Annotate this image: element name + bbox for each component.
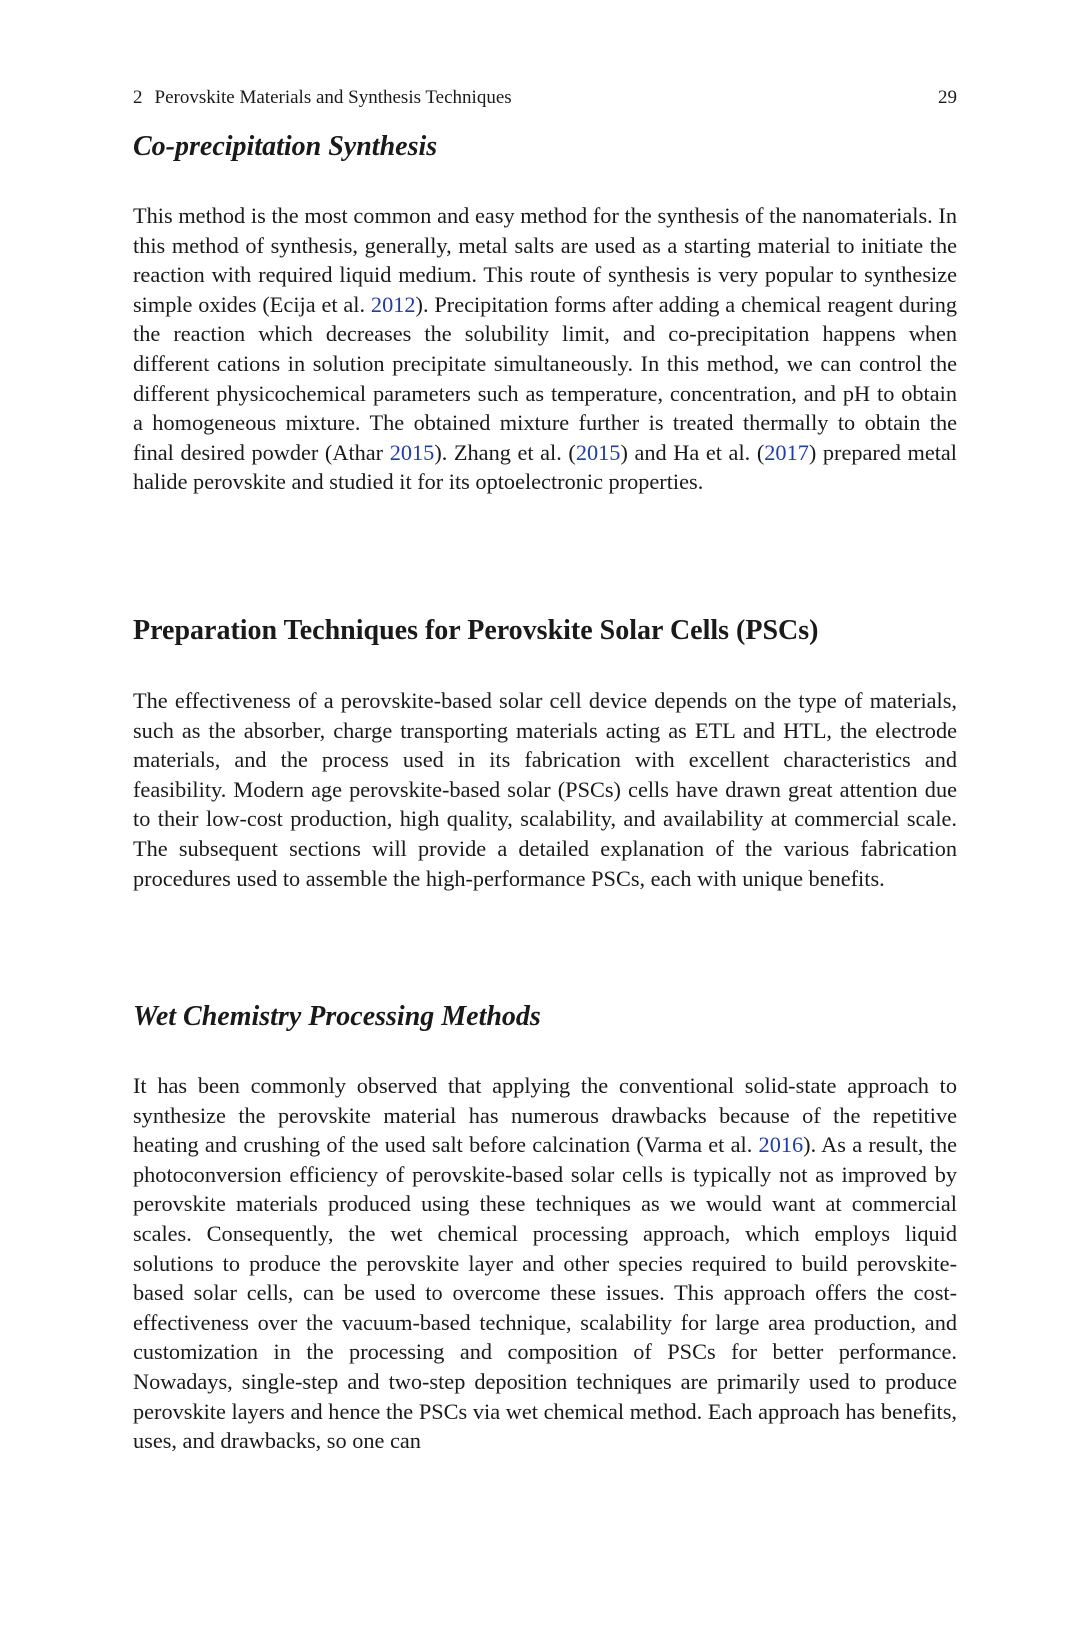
section-heading-co-precipitation: Co-precipitation Synthesis — [133, 131, 438, 162]
citation-link[interactable]: 2017 — [764, 439, 809, 465]
citation-link[interactable]: 2012 — [370, 291, 416, 317]
citation-link[interactable]: 2015 — [575, 439, 621, 465]
chapter-number: 2 — [133, 87, 143, 108]
section-heading-preparation-techniques: Preparation Techniques for Perovskite Solar Cells (PSCs) — [133, 615, 819, 646]
paragraph-text: ) prepared metal halide perovskite and studied it for its optoelectronic properties. — [133, 439, 957, 495]
citation-link[interactable]: 2015 — [389, 439, 435, 465]
paragraph-text: It has been commonly observed that applying the conventional solid-state approach to synthesize the perovskite material has numerous drawbacks because of the repetitive heating and crushing of the used salt before calcination (Varma et al. — [133, 1073, 957, 1158]
section-paragraph-preparation-techniques — [133, 686, 957, 893]
paragraph-text: ). Zhang et al. ( — [434, 439, 576, 465]
chapter-title: Perovskite Materials and Synthesis Techniques — [154, 87, 512, 108]
paragraph-text: This method is the most common and easy method for the synthesis of the nanomaterials. In this method of synthesis, generally, metal salts are used as a starting material to initiate the reaction with required liquid medium. This route of synthesis is very popular to synthesize simple oxides (Ecija et al. — [133, 203, 957, 317]
paragraph-text: ) and Ha et al. ( — [620, 439, 765, 465]
section-paragraph-wet-chemistry — [133, 1071, 957, 1456]
running-head — [133, 86, 957, 110]
page-number: 29 — [938, 87, 957, 108]
section-heading-wet-chemistry: Wet Chemistry Processing Methods — [133, 1001, 541, 1032]
paragraph-text: The effectiveness of a perovskite-based solar cell device depends on the type of materials, such as the absorber, charge transporting materials acting as ETL and HTL, the electrode materials, and the process used in its fabrication with excellent characteristics and feasibility. Modern age perovskite-based solar (PSCs) cells have drawn great attention due to their low-cost production, high quality, scalability, and availability at commercial scale. The subsequent sections will provide a detailed explanation of the various fabrication procedures used to assemble the high-performance PSCs, each with unique benefits. — [133, 688, 957, 891]
paragraph-text: ). As a result, the photoconversion efficiency of perovskite-based solar cells is typically not as improved by perovskite materials produced using these techniques as we would want at commercial scales. Consequently, the wet chemical processing approach, which employs liquid solutions to produce the perovskite layer and other species required to build perovskite-based solar cells, can be used to overcome these issues. This approach offers the cost-effectiveness over the vacuum-based technique, scalability for large area production, and customization in the processing and composition of PSCs for better performance. Nowadays, single-step and two-step deposition techniques are primarily used to produce perovskite layers and hence the PSCs via wet chemical method. Each approach has benefits, uses, and drawbacks, so one can — [133, 1132, 957, 1454]
paragraph-text: ). Precipitation forms after adding a chemical reagent during the reaction which decreases the solubility limit, and co-precipitation happens when different cations in solution precipitate simultaneously. In this method, we can control the different physicochemical parameters such as temperature, concentration, and pH to obtain a homogeneous mixture. The obtained mixture further is treated thermally to obtain the final desired powder (Athar — [133, 291, 957, 465]
citation-link[interactable]: 2016 — [758, 1132, 804, 1158]
section-paragraph-co-precipitation — [133, 201, 957, 497]
